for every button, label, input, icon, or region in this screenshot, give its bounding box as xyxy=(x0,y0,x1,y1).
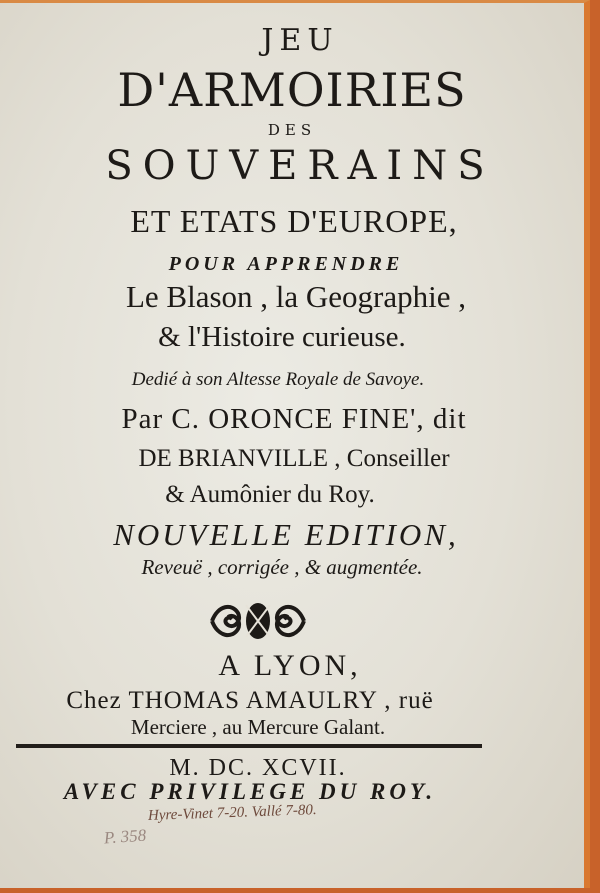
year: M. DC. XCVII. xyxy=(169,755,347,781)
place: A LYON, xyxy=(218,649,362,682)
title-line-des: DES xyxy=(267,121,317,139)
divider-rule xyxy=(16,744,482,748)
title-line-blason: Le Blason , la Geographie , xyxy=(125,279,467,314)
author-line-2: DE BRIANVILLE , Conseiller xyxy=(138,445,450,472)
title-line-jeu: JEU xyxy=(261,23,339,58)
dedication: Dedié à son Altesse Royale de Savoye. xyxy=(131,369,425,390)
title-line-armoiries: D'ARMOIRIES xyxy=(117,63,467,117)
author-line-3: & Aumônier du Roy. xyxy=(165,481,375,508)
title-line-souverains: SOUVERAINS xyxy=(105,143,495,189)
title-line-etats: ET ETATS D'EUROPE, xyxy=(130,203,458,239)
edition-note: Reveuë , corrigée , & augmentée. xyxy=(141,555,423,579)
privilege: AVEC PRIVILEGE DU ROY. xyxy=(63,779,437,804)
handwritten-note: Hyre-Vinet 7-20. Vallé 7-80. xyxy=(147,802,317,824)
handwritten-mark: P. 358 xyxy=(103,825,147,848)
publisher-line-1: Chez THOMAS AMAULRY , ruë xyxy=(66,687,434,714)
publisher-line-2: Merciere , au Mercure Galant. xyxy=(130,715,386,739)
title-line-pour-apprendre: POUR APPRENDRE xyxy=(168,253,404,275)
printer-ornament-icon xyxy=(208,599,308,643)
author-line-1: Par C. ORONCE FINE', dit xyxy=(121,403,467,435)
title-line-histoire: & l'Histoire curieuse. xyxy=(158,321,406,353)
edition: NOUVELLE EDITION, xyxy=(113,517,459,552)
